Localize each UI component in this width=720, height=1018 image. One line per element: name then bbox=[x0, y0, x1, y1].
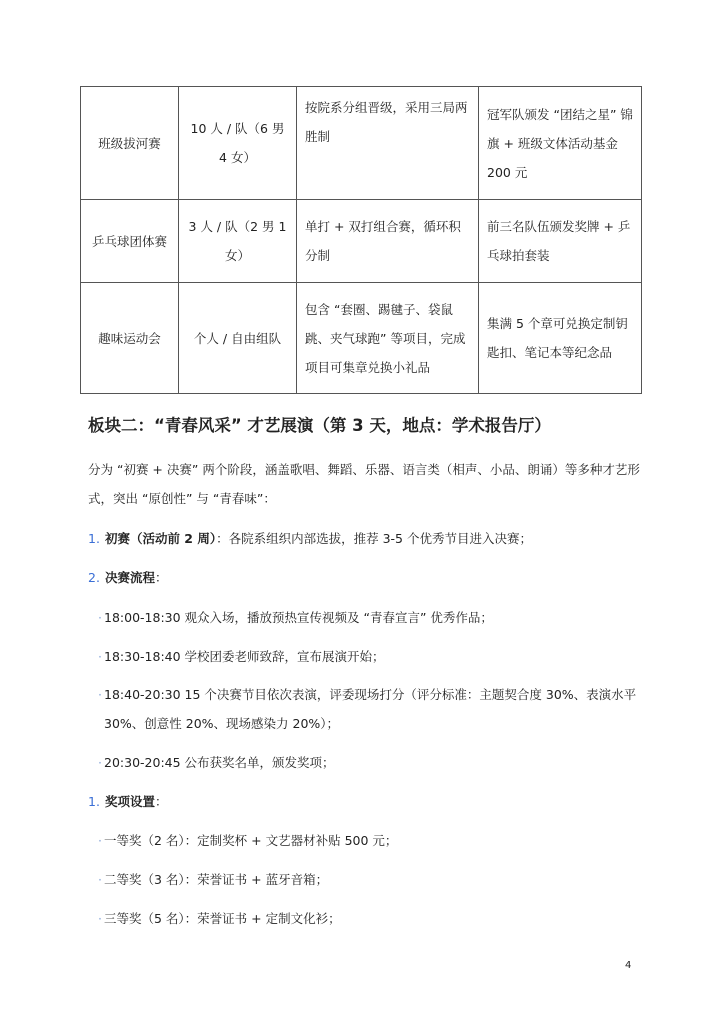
list-item bbox=[88, 787, 648, 816]
table-cell: 集满 5 个章可兑换定制钥匙扣、笔记本等纪念品 bbox=[479, 283, 642, 394]
bullet-text: 18:40-20:30 15 个决赛节目依次表演，评委现场打分（评分标准：主题契合度 30%、表演水平 30%、创意性 20%、现场感染力 20%）； bbox=[104, 687, 637, 731]
item-title: 初赛（活动前 2 周） bbox=[104, 531, 217, 546]
table-cell: 单打 + 双打组合赛，循环积分制 bbox=[297, 200, 479, 283]
bullet-item: · 一等奖（2 名）：定制奖杯 + 文艺器材补贴 500 元； bbox=[98, 833, 398, 848]
bullet-item: · 18:30-18:40 学校团委老师致辞，宣布展演开始； bbox=[98, 649, 385, 664]
section-heading: 板块二：“青春风采” 才艺展演（第 3 天，地点：学术报告厅） bbox=[88, 416, 551, 435]
bullet-text: 20:30-20:45 公布获奖名单，颁发奖项； bbox=[104, 755, 335, 770]
table-cell: 10 人 / 队（6 男 4 女） bbox=[179, 87, 297, 200]
activity-table bbox=[80, 86, 642, 394]
table-cell: 个人 / 自由组队 bbox=[179, 283, 297, 394]
bullet-text: 一等奖（2 名）：定制奖杯 + 文艺器材补贴 500 元； bbox=[104, 833, 398, 848]
item-text: ：各院系组织内部选拔，推荐 3-5 个优秀节目进入决赛； bbox=[216, 531, 532, 546]
bullet-item: · 18:00-18:30 观众入场，播放预热宣传视频及 “青春宣言” 优秀作品； bbox=[98, 610, 493, 625]
table-cell: 班级拔河赛 bbox=[81, 87, 179, 200]
table-cell: 前三名队伍颁发奖牌 + 乒乓球拍套装 bbox=[479, 200, 642, 283]
bullet-text: 18:30-18:40 学校团委老师致辞，宣布展演开始； bbox=[104, 649, 385, 664]
table-row bbox=[81, 87, 642, 200]
table-cell: 3 人 / 队（2 男 1 女） bbox=[179, 200, 297, 283]
bullet-item: · 三等奖（5 名）：荣誉证书 + 定制文化衫； bbox=[98, 911, 341, 926]
table-row bbox=[81, 283, 642, 394]
intro-paragraph: 分为 “初赛 + 决赛” 两个阶段，涵盖歌唱、舞蹈、乐器、语言类（相声、小品、朗诵）等多种才艺形式，突出 “原创性” 与 “青春味”： bbox=[88, 462, 640, 506]
item-text: ： bbox=[154, 794, 168, 809]
list-number: 2. bbox=[88, 570, 100, 585]
item-title: 决赛流程 bbox=[104, 570, 155, 585]
list-number: 1. bbox=[88, 794, 100, 809]
table-cell: 包含 “套圈、踢毽子、袋鼠跳、夹气球跑” 等项目，完成项目可集章兑换小礼品 bbox=[297, 283, 479, 394]
table-cell: 乒乓球团体赛 bbox=[81, 200, 179, 283]
list-item bbox=[88, 524, 648, 553]
table-cell: 冠军队颁发 “团结之星” 锦旗 + 班级文体活动基金 200 元 bbox=[479, 87, 642, 200]
item-title: 奖项设置 bbox=[104, 794, 155, 809]
table-row bbox=[81, 200, 642, 283]
list-item bbox=[88, 563, 648, 592]
page-number: 4 bbox=[625, 960, 632, 971]
bullet-item: · 18:40-20:30 15 个决赛节目依次表演，评委现场打分（评分标准：主题契合度 30%、表演水平 30%、创意性 20%、现场感染力 20%）； bbox=[98, 687, 637, 731]
table-cell: 按院系分组晋级，采用三局两胜制 bbox=[297, 87, 479, 200]
bullet-text: 18:00-18:30 观众入场，播放预热宣传视频及 “青春宣言” 优秀作品； bbox=[104, 610, 493, 625]
bullet-item: · 20:30-20:45 公布获奖名单，颁发奖项； bbox=[98, 755, 335, 770]
bullet-item: · 二等奖（3 名）：荣誉证书 + 蓝牙音箱； bbox=[98, 872, 329, 887]
bullet-text: 二等奖（3 名）：荣誉证书 + 蓝牙音箱； bbox=[104, 872, 329, 887]
list-number: 1. bbox=[88, 531, 100, 546]
item-text: ： bbox=[154, 570, 168, 585]
bullet-text: 三等奖（5 名）：荣誉证书 + 定制文化衫； bbox=[104, 911, 341, 926]
table-cell: 趣味运动会 bbox=[81, 283, 179, 394]
